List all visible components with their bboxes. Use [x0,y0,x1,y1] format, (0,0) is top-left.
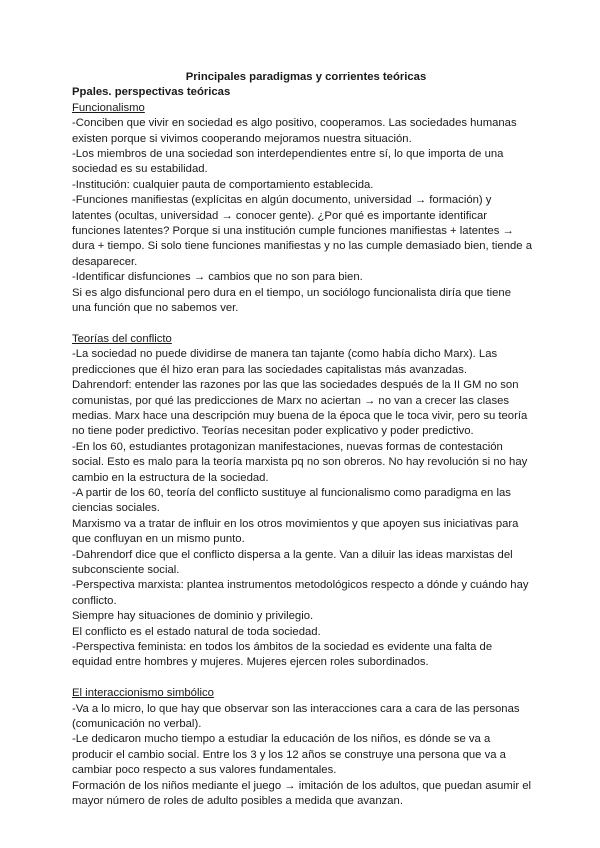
paragraph: -En los 60, estudiantes protagonizan manifestaciones, nuevas formas de contestación social. Esto es malo para la teoría marxista pq no son obreros. No hay revolución si no hay cambio en la estructura de la sociedad. [72,440,528,484]
paragraph: Dahrendorf: entender las razones por las que las sociedades después de la II GM no son comunistas, por qué las predicciones de Marx no aciertan → no van a crecer las clases medias. Marx hace una descripción muy buena de la época que le toca vivir, pero su teoría no tiene poder predictivo. Teorías necesitan poder explicativo y poder predictivo. [72,379,528,438]
paragraph: -Le dedicaron mucho tiempo a estudiar la educación de los niños, es dónde se va a producir el cambio social. Entre los 3 y los 12 años se construye una persona que va a cambiar poco respecto a sus valores fundamentales. [72,733,506,777]
document-subtitle: Ppales. perspectivas teóricas [72,86,231,99]
section-funcionalismo [72,101,532,317]
document-title: Principales paradigmas y corrientes teóricas [185,71,427,83]
paragraph: Marxismo va a tratar de influir en los otros movimientos y que apoyen sus iniciativas para que confluyan en un mismo punto. [72,517,519,546]
section-spacer [72,671,532,686]
paragraph: -Perspectiva marxista: plantea instrumentos metodológicos respecto a dónde y cuándo hay conflicto. [72,579,529,607]
paragraph: -Los miembros de una sociedad son interdependientes entre sí, lo que importa de una sociedad es su estabilidad. [72,148,504,176]
paragraph: -Perspectiva feminista: en todos los ámbitos de la sociedad es evidente una falta de equidad entre hombres y mujeres. Mujeres ejercen roles subordinados. [72,641,493,669]
paragraph: Si es algo disfuncional pero dura en el tiempo, un sociólogo funcionalista diría que tiene una función que no sabemos ver. [72,286,511,315]
paragraph: -La sociedad no puede dividirse de manera tan tajante (como había dicho Marx). Las predicciones que él hizo eran para las sociedades capitalistas más avanzadas. [72,348,498,376]
paragraph: Siempre hay situaciones de dominio y privilegio. [72,610,314,623]
paragraph: -Conciben que vivir en sociedad es algo positivo, cooperamos. Las sociedades humanas existen porque si vivimos cooperando mejoramos nuestra situación. [72,117,517,145]
section-heading: El interaccionismo simbólico [72,687,214,700]
paragraph: -Va a lo micro, lo que hay que observar son las interacciones cara a cara de las personas (comunicación no verbal). [72,702,520,731]
section-spacer [72,317,532,332]
paragraph: -Dahrendorf dice que el conflicto dispersa a la gente. Van a diluir las ideas marxistas del subconsciente social. [72,548,513,576]
paragraph: -Funciones manifiestas (explícitas en algún documento, universidad → formación) y latentes (ocultas, universidad → conocer gente). ¿Por qué es importante identificar funciones latentes? Porque si una institución cumple funciones manifiestas + latentes → dura + tiempo. Si solo tiene funciones manifiestas y no las cumple demasiado bien, tiende a desaparecer. [72,194,532,268]
paragraph: -A partir de los 60, teoría del conflicto sustituye al funcionalismo como paradigma en las ciencias sociales. [72,486,511,515]
paragraph: -Institución: cualquier pauta de comportamiento establecida. [72,178,374,191]
section-interaccionismo-simbolico [72,686,532,809]
paragraph: Formación de los niños mediante el juego → imitación de los adultos, que puedan asumir el mayor número de roles de adulto posibles a medida que avanzan. [72,779,532,808]
section-heading: Funcionalismo [72,101,145,114]
paragraph: El conflicto es el estado natural de toda sociedad. [72,625,321,638]
section-teorias-del-conflicto [72,332,532,671]
section-heading: Teorías del conflicto [72,332,172,345]
paragraph: -Identificar disfunciones → cambios que no son para bien. [72,271,363,284]
